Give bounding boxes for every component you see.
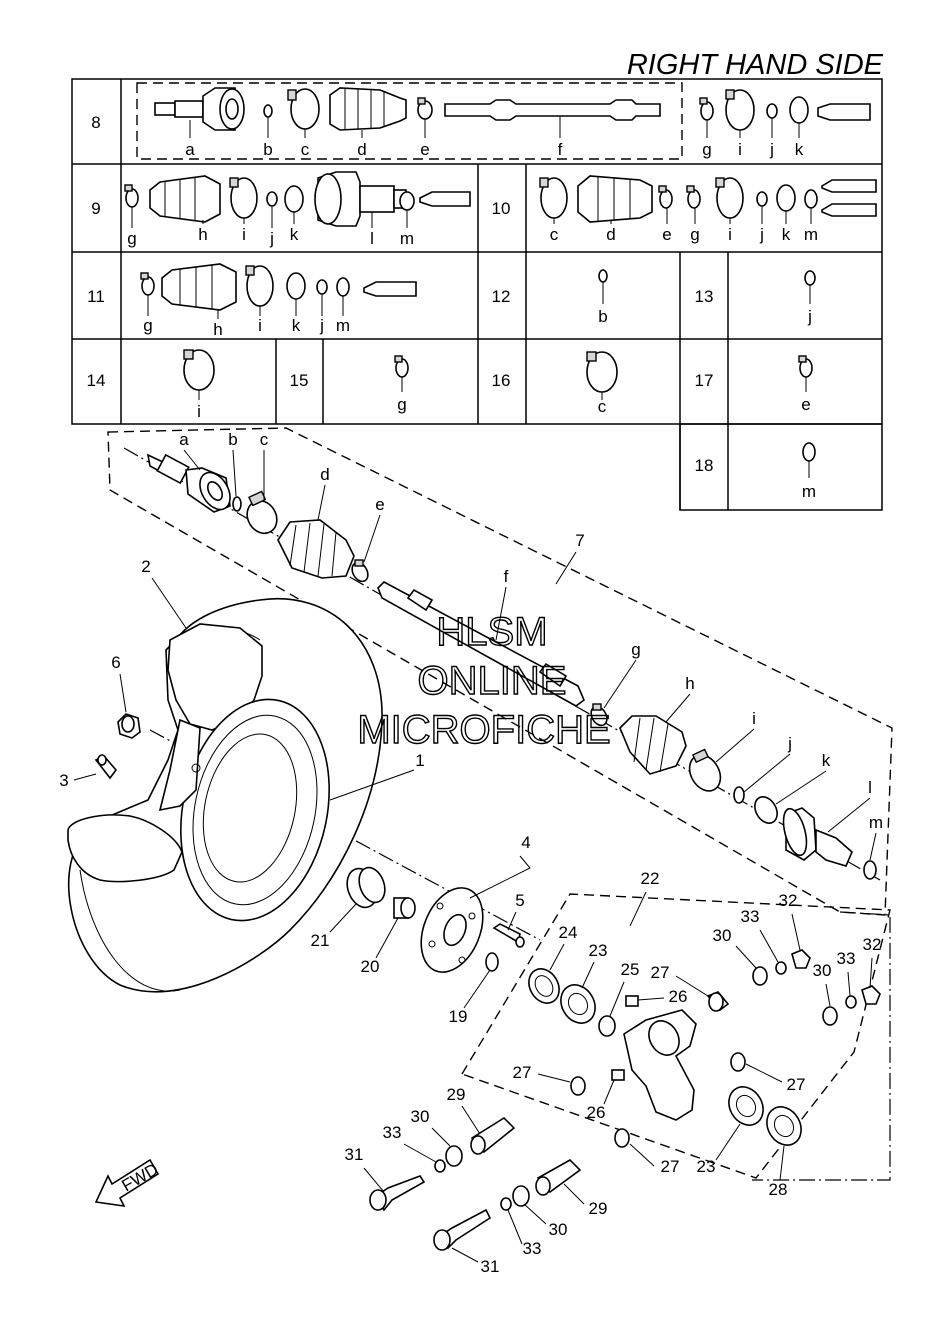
svg-text:l: l — [868, 778, 872, 797]
svg-text:33: 33 — [740, 907, 760, 926]
kit-15-letter: g — [397, 395, 407, 414]
svg-text:23: 23 — [696, 1157, 716, 1176]
kit-17-letter: e — [801, 395, 811, 414]
svg-text:a: a — [179, 430, 189, 449]
kit-8-letters — [185, 140, 803, 159]
kit-14-letter: i — [197, 402, 201, 421]
svg-text:25: 25 — [620, 960, 640, 979]
svg-text:4: 4 — [521, 833, 531, 852]
svg-text:26: 26 — [668, 987, 688, 1006]
svg-text:d: d — [606, 225, 616, 244]
svg-text:32: 32 — [862, 935, 882, 954]
kit-number-17: 17 — [694, 371, 714, 390]
svg-text:k: k — [289, 225, 299, 244]
svg-text:b: b — [228, 430, 238, 449]
svg-text:k: k — [781, 225, 791, 244]
watermark — [357, 610, 610, 752]
svg-text:j: j — [270, 229, 274, 248]
kit-number-8: 8 — [91, 113, 101, 132]
svg-text:6: 6 — [111, 653, 121, 672]
svg-text:b: b — [263, 140, 273, 159]
svg-text:7: 7 — [575, 531, 585, 550]
diagram-title: RIGHT HAND SIDE — [626, 49, 883, 81]
svg-text:h: h — [213, 320, 223, 339]
svg-text:l: l — [370, 229, 374, 248]
svg-text:i: i — [728, 225, 732, 244]
svg-text:h: h — [198, 225, 208, 244]
svg-text:26: 26 — [586, 1103, 606, 1122]
svg-text:31: 31 — [344, 1145, 364, 1164]
svg-text:24: 24 — [558, 923, 578, 942]
svg-text:m: m — [399, 229, 415, 248]
svg-text:c: c — [300, 140, 310, 159]
svg-text:21: 21 — [310, 931, 330, 950]
kit-number-14: 14 — [86, 371, 106, 390]
kit-number-12: 12 — [491, 287, 511, 306]
kit-number-9: 9 — [91, 199, 101, 218]
svg-text:g: g — [127, 229, 137, 248]
kit-9-part-drawings — [125, 172, 470, 226]
svg-text:19: 19 — [448, 1007, 468, 1026]
svg-text:h: h — [685, 674, 695, 693]
svg-text:k: k — [794, 140, 804, 159]
knuckle-parts — [523, 950, 880, 1151]
kit-number-18: 18 — [694, 456, 714, 475]
kit-number-13: 13 — [694, 287, 714, 306]
svg-text:i: i — [258, 316, 262, 335]
svg-text:30: 30 — [712, 926, 732, 945]
svg-text:33: 33 — [836, 949, 856, 968]
svg-text:29: 29 — [446, 1085, 466, 1104]
svg-text:HLSM: HLSM — [436, 610, 548, 654]
svg-text:k: k — [291, 316, 301, 335]
svg-text:j: j — [770, 140, 774, 159]
svg-text:a: a — [185, 140, 195, 159]
svg-text:g: g — [690, 225, 700, 244]
svg-text:27: 27 — [650, 963, 670, 982]
svg-text:m: m — [335, 316, 351, 335]
kit-number-11: 11 — [87, 287, 105, 306]
svg-text:ONLINE: ONLINE — [417, 659, 567, 703]
svg-text:g: g — [631, 640, 641, 659]
svg-text:27: 27 — [660, 1157, 680, 1176]
svg-text:30: 30 — [812, 961, 832, 980]
kit-10-part-drawings — [540, 176, 876, 222]
svg-text:j: j — [760, 225, 764, 244]
kit-11-part-drawings — [141, 264, 416, 310]
kit-16-letter: c — [597, 397, 607, 416]
svg-text:3: 3 — [59, 771, 69, 790]
svg-text:g: g — [702, 140, 712, 159]
svg-text:e: e — [375, 495, 385, 514]
kit-11-letters — [143, 316, 350, 339]
svg-text:30: 30 — [410, 1107, 430, 1126]
svg-text:m: m — [803, 225, 819, 244]
svg-text:2: 2 — [141, 557, 151, 576]
svg-text:d: d — [320, 465, 330, 484]
svg-text:30: 30 — [548, 1220, 568, 1239]
svg-text:d: d — [357, 140, 367, 159]
svg-text:i: i — [738, 140, 742, 159]
fwd-arrow-icon — [96, 1160, 162, 1206]
svg-text:g: g — [143, 316, 153, 335]
svg-text:32: 32 — [778, 891, 798, 910]
svg-text:i: i — [752, 709, 756, 728]
svg-text:j: j — [788, 734, 792, 753]
kit-9-letters — [127, 225, 414, 248]
svg-text:e: e — [662, 225, 672, 244]
svg-text:27: 27 — [786, 1075, 806, 1094]
svg-text:c: c — [549, 225, 559, 244]
svg-text:22: 22 — [640, 869, 660, 888]
svg-text:31: 31 — [480, 1257, 500, 1276]
svg-text:j: j — [320, 316, 324, 335]
fwd-label: FWD — [118, 1159, 162, 1196]
kit-13-letter: j — [808, 307, 812, 326]
svg-text:f: f — [503, 567, 509, 586]
kit-number-15: 15 — [289, 371, 309, 390]
svg-text:29: 29 — [588, 1199, 608, 1218]
kit-8-part-drawings — [155, 88, 870, 130]
svg-text:28: 28 — [768, 1180, 788, 1199]
svg-text:1: 1 — [415, 751, 425, 770]
svg-text:5: 5 — [515, 891, 525, 910]
svg-text:20: 20 — [360, 957, 380, 976]
kit-12-letter: b — [598, 307, 608, 326]
svg-text:c: c — [259, 430, 269, 449]
kit-number-16: 16 — [491, 371, 511, 390]
svg-text:i: i — [242, 225, 246, 244]
svg-text:33: 33 — [382, 1123, 402, 1142]
svg-text:m: m — [868, 813, 884, 832]
kit-18-letter: m — [801, 482, 817, 501]
svg-text:27: 27 — [512, 1063, 532, 1082]
kit-number-10: 10 — [491, 199, 511, 218]
svg-text:33: 33 — [522, 1239, 542, 1258]
kit-10-letters — [550, 225, 818, 244]
svg-text:MICROFICHE: MICROFICHE — [357, 708, 611, 752]
svg-text:k: k — [821, 751, 831, 770]
svg-text:23: 23 — [588, 941, 608, 960]
svg-text:f: f — [557, 140, 563, 159]
svg-text:e: e — [420, 140, 430, 159]
